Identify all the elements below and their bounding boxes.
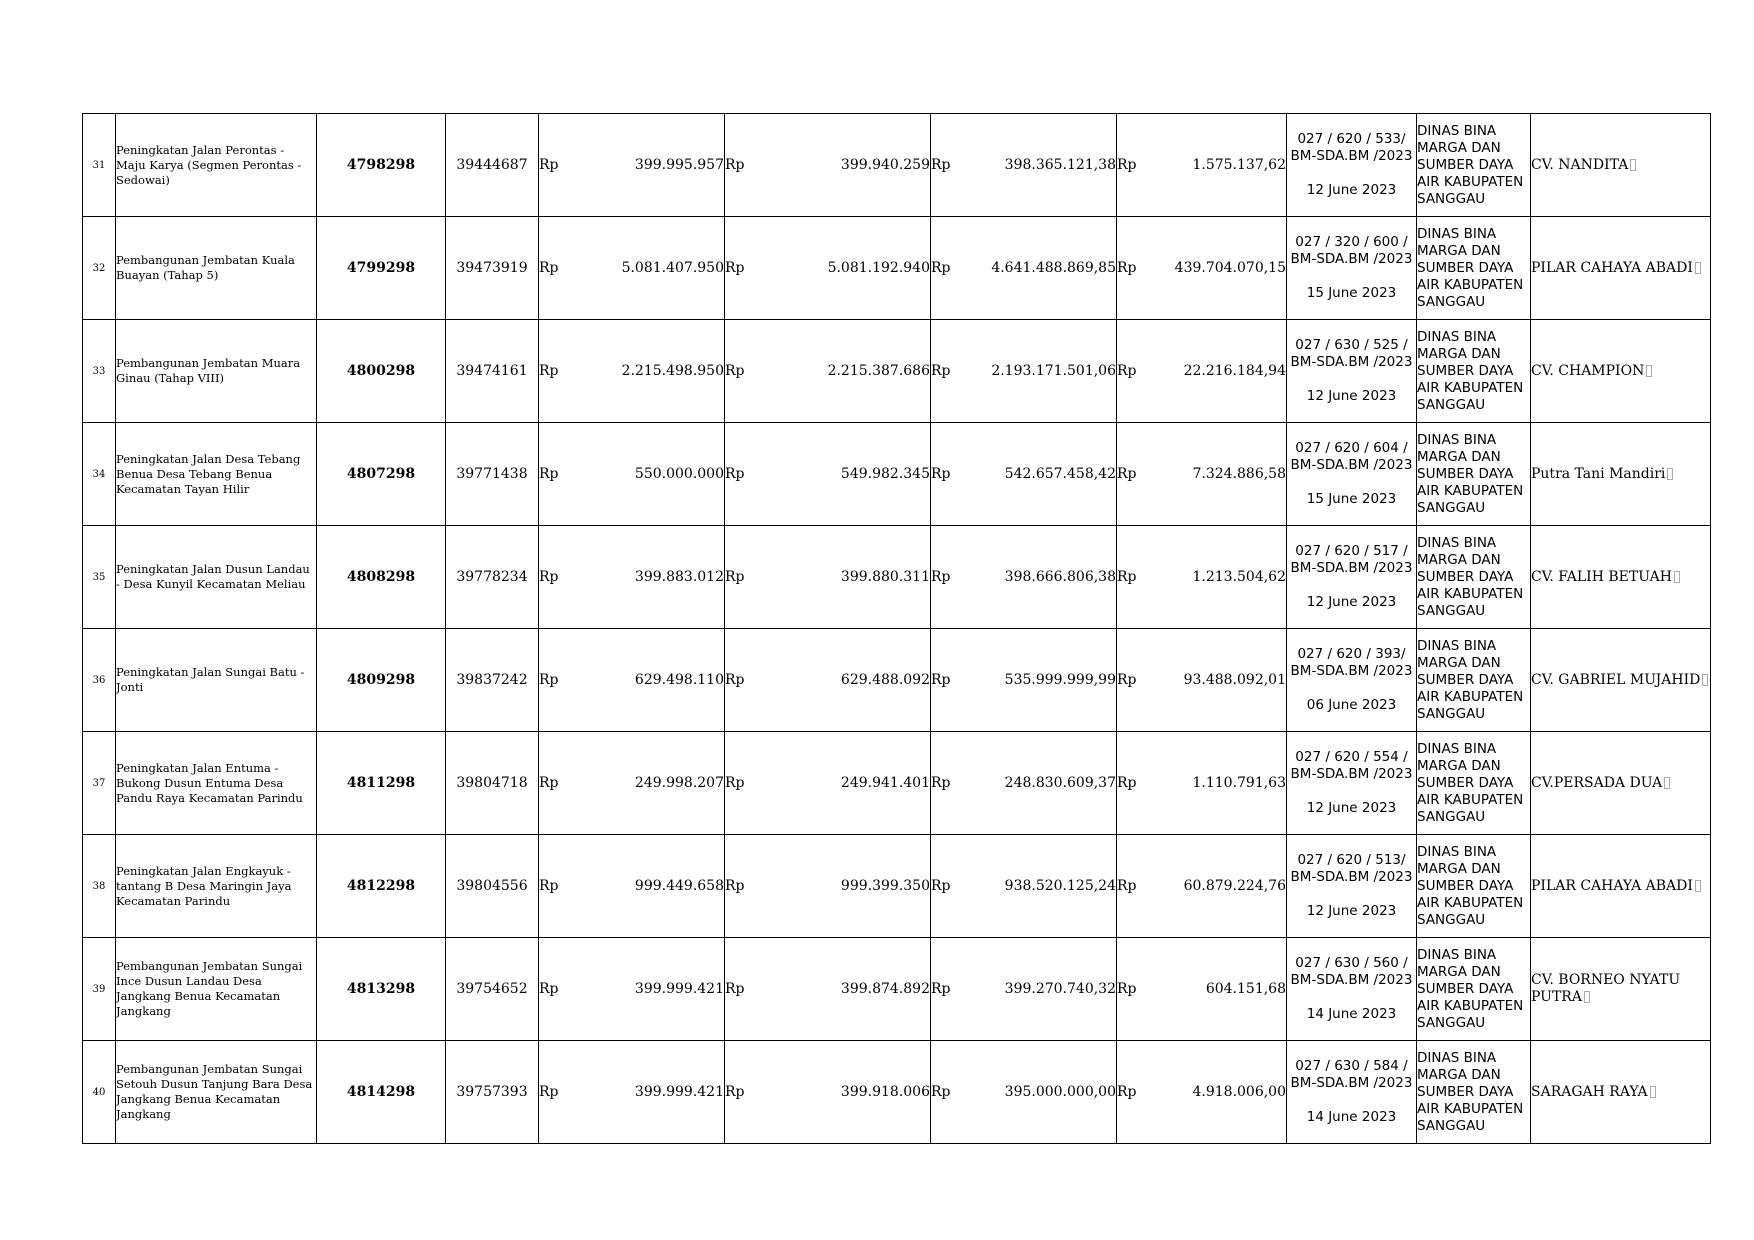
vendor-cell bbox=[1531, 1041, 1711, 1144]
difference-amount-cell bbox=[1117, 1041, 1287, 1144]
vendor-name: CV. NANDITA bbox=[1531, 156, 1629, 173]
vendor-cell bbox=[1531, 835, 1711, 938]
currency-label: Rp bbox=[931, 260, 951, 276]
vendor-name: CV. GABRIEL MUJAHID bbox=[1531, 671, 1701, 688]
pagu-amount-cell bbox=[539, 938, 725, 1041]
currency-label: Rp bbox=[725, 1084, 745, 1100]
difference-amount-cell bbox=[1117, 217, 1287, 320]
package-name: Peningkatan Jalan Dusun Landau - Desa Kunyil Kecamatan Meliau bbox=[116, 526, 317, 629]
contract-date: 12 June 2023 bbox=[1306, 903, 1397, 919]
difference-value: 1.110.791,63 bbox=[1192, 775, 1286, 791]
contract-number: 027 / 620 / 517 / BM-SDA.BM /2023 bbox=[1290, 543, 1413, 576]
package-code: 4808298 bbox=[317, 526, 446, 629]
vendor-name: Putra Tani Mandiri bbox=[1531, 465, 1666, 482]
row-number: 32 bbox=[83, 217, 116, 320]
vendor-cell bbox=[1531, 526, 1711, 629]
pagu-value: 399.883.012 bbox=[634, 569, 724, 585]
hps-amount-cell bbox=[725, 938, 931, 1041]
contract-number: 027 / 620 / 604 / BM-SDA.BM /2023 bbox=[1290, 440, 1413, 473]
currency-label: Rp bbox=[931, 775, 951, 791]
table-row bbox=[83, 114, 1711, 217]
difference-amount-cell bbox=[1117, 526, 1287, 629]
placeholder-glyph-icon bbox=[1702, 674, 1708, 686]
vendor-cell bbox=[1531, 114, 1711, 217]
contract-date: 15 June 2023 bbox=[1306, 285, 1397, 301]
table-row bbox=[83, 629, 1711, 732]
currency-label: Rp bbox=[1117, 775, 1137, 791]
difference-amount-cell bbox=[1117, 114, 1287, 217]
difference-value: 439.704.070,15 bbox=[1174, 260, 1286, 276]
difference-value: 7.324.886,58 bbox=[1192, 466, 1286, 482]
currency-label: Rp bbox=[539, 466, 559, 482]
package-code: 4812298 bbox=[317, 835, 446, 938]
department: DINAS BINA MARGA DAN SUMBER DAYA AIR KABUPATEN SANGGAU bbox=[1417, 1041, 1531, 1144]
contract-amount-cell bbox=[931, 320, 1117, 423]
difference-value: 4.918.006,00 bbox=[1192, 1084, 1286, 1100]
pagu-amount-cell bbox=[539, 114, 725, 217]
vendor-cell bbox=[1531, 629, 1711, 732]
package-id: 39474161 bbox=[446, 320, 539, 423]
department: DINAS BINA MARGA DAN SUMBER DAYA AIR KABUPATEN SANGGAU bbox=[1417, 217, 1531, 320]
contract-date: 06 June 2023 bbox=[1306, 697, 1397, 713]
table-row bbox=[83, 835, 1711, 938]
currency-label: Rp bbox=[931, 878, 951, 894]
contract-amount-cell bbox=[931, 835, 1117, 938]
package-code: 4814298 bbox=[317, 1041, 446, 1144]
difference-value: 604.151,68 bbox=[1205, 981, 1286, 997]
department: DINAS BINA MARGA DAN SUMBER DAYA AIR KABUPATEN SANGGAU bbox=[1417, 320, 1531, 423]
package-code: 4799298 bbox=[317, 217, 446, 320]
row-number: 38 bbox=[83, 835, 116, 938]
vendor-cell bbox=[1531, 938, 1711, 1041]
vendor-name: SARAGAH RAYA bbox=[1531, 1083, 1648, 1100]
currency-label: Rp bbox=[931, 466, 951, 482]
hps-amount-cell bbox=[725, 629, 931, 732]
contract-date: 12 June 2023 bbox=[1306, 182, 1397, 198]
contract-number: 027 / 630 / 560 / BM-SDA.BM /2023 bbox=[1290, 955, 1413, 988]
row-number: 39 bbox=[83, 938, 116, 1041]
table-row bbox=[83, 938, 1711, 1041]
pagu-value: 2.215.498.950 bbox=[621, 363, 724, 379]
hps-amount-cell bbox=[725, 320, 931, 423]
package-name: Peningkatan Jalan Perontas - Maju Karya (Segmen Perontas - Sedowai) bbox=[116, 114, 317, 217]
currency-label: Rp bbox=[931, 1084, 951, 1100]
contract-number-cell bbox=[1287, 217, 1417, 320]
pagu-amount-cell bbox=[539, 732, 725, 835]
hps-value: 999.399.350 bbox=[840, 878, 930, 894]
contract-number: 027 / 620 / 393/ BM-SDA.BM /2023 bbox=[1290, 646, 1413, 679]
row-number: 36 bbox=[83, 629, 116, 732]
contract-value: 395.000.000,00 bbox=[1004, 1084, 1116, 1100]
contract-value: 398.365.121,38 bbox=[1004, 157, 1116, 173]
row-number: 37 bbox=[83, 732, 116, 835]
contract-value: 248.830.609,37 bbox=[1004, 775, 1116, 791]
currency-label: Rp bbox=[539, 157, 559, 173]
currency-label: Rp bbox=[1117, 878, 1137, 894]
contract-date: 12 June 2023 bbox=[1306, 800, 1397, 816]
row-number: 40 bbox=[83, 1041, 116, 1144]
currency-label: Rp bbox=[1117, 569, 1137, 585]
currency-label: Rp bbox=[725, 775, 745, 791]
hps-amount-cell bbox=[725, 732, 931, 835]
difference-value: 93.488.092,01 bbox=[1183, 672, 1286, 688]
package-id: 39804718 bbox=[446, 732, 539, 835]
package-id: 39754652 bbox=[446, 938, 539, 1041]
department: DINAS BINA MARGA DAN SUMBER DAYA AIR KABUPATEN SANGGAU bbox=[1417, 732, 1531, 835]
contract-date: 14 June 2023 bbox=[1306, 1006, 1397, 1022]
contract-value: 4.641.488.869,85 bbox=[991, 260, 1116, 276]
difference-amount-cell bbox=[1117, 732, 1287, 835]
placeholder-glyph-icon bbox=[1695, 262, 1701, 274]
contract-amount-cell bbox=[931, 423, 1117, 526]
package-name: Peningkatan Jalan Desa Tebang Benua Desa Tebang Benua Kecamatan Tayan Hilir bbox=[116, 423, 317, 526]
currency-label: Rp bbox=[539, 260, 559, 276]
package-name: Pembangunan Jembatan Muara Ginau (Tahap VIII) bbox=[116, 320, 317, 423]
department: DINAS BINA MARGA DAN SUMBER DAYA AIR KABUPATEN SANGGAU bbox=[1417, 835, 1531, 938]
difference-amount-cell bbox=[1117, 423, 1287, 526]
currency-label: Rp bbox=[1117, 466, 1137, 482]
hps-value: 5.081.192.940 bbox=[827, 260, 930, 276]
contract-number: 027 / 620 / 513/ BM-SDA.BM /2023 bbox=[1290, 852, 1413, 885]
currency-label: Rp bbox=[539, 1084, 559, 1100]
contract-date: 12 June 2023 bbox=[1306, 594, 1397, 610]
contract-value: 938.520.125,24 bbox=[1004, 878, 1116, 894]
currency-label: Rp bbox=[931, 672, 951, 688]
hps-value: 629.488.092 bbox=[840, 672, 930, 688]
currency-label: Rp bbox=[725, 878, 745, 894]
package-id: 39837242 bbox=[446, 629, 539, 732]
currency-label: Rp bbox=[725, 672, 745, 688]
package-id: 39804556 bbox=[446, 835, 539, 938]
contract-amount-cell bbox=[931, 114, 1117, 217]
package-code: 4798298 bbox=[317, 114, 446, 217]
package-code: 4813298 bbox=[317, 938, 446, 1041]
currency-label: Rp bbox=[931, 363, 951, 379]
department: DINAS BINA MARGA DAN SUMBER DAYA AIR KABUPATEN SANGGAU bbox=[1417, 114, 1531, 217]
contract-number-cell bbox=[1287, 1041, 1417, 1144]
contract-number: 027 / 620 / 554 / BM-SDA.BM /2023 bbox=[1290, 749, 1413, 782]
contract-number: 027 / 630 / 525 / BM-SDA.BM /2023 bbox=[1290, 337, 1413, 370]
vendor-cell bbox=[1531, 217, 1711, 320]
difference-amount-cell bbox=[1117, 320, 1287, 423]
contract-number-cell bbox=[1287, 629, 1417, 732]
vendor-cell bbox=[1531, 423, 1711, 526]
contract-number-cell bbox=[1287, 835, 1417, 938]
contract-number: 027 / 620 / 533/ BM-SDA.BM /2023 bbox=[1290, 131, 1413, 164]
contract-number-cell bbox=[1287, 114, 1417, 217]
table-row bbox=[83, 217, 1711, 320]
currency-label: Rp bbox=[725, 569, 745, 585]
currency-label: Rp bbox=[539, 569, 559, 585]
contract-date: 15 June 2023 bbox=[1306, 491, 1397, 507]
package-id: 39473919 bbox=[446, 217, 539, 320]
department: DINAS BINA MARGA DAN SUMBER DAYA AIR KABUPATEN SANGGAU bbox=[1417, 938, 1531, 1041]
hps-amount-cell bbox=[725, 423, 931, 526]
currency-label: Rp bbox=[931, 569, 951, 585]
currency-label: Rp bbox=[725, 363, 745, 379]
currency-label: Rp bbox=[1117, 363, 1137, 379]
currency-label: Rp bbox=[539, 775, 559, 791]
package-name: Peningkatan Jalan Engkayuk - tantang B Desa Maringin Jaya Kecamatan Parindu bbox=[116, 835, 317, 938]
table-row bbox=[83, 732, 1711, 835]
contract-date: 12 June 2023 bbox=[1306, 388, 1397, 404]
pagu-amount-cell bbox=[539, 320, 725, 423]
currency-label: Rp bbox=[725, 260, 745, 276]
contract-number-cell bbox=[1287, 938, 1417, 1041]
package-name: Pembangunan Jembatan Sungai Ince Dusun Landau Desa Jangkang Benua Kecamatan Jangkang bbox=[116, 938, 317, 1041]
contract-amount-cell bbox=[931, 938, 1117, 1041]
hps-value: 549.982.345 bbox=[840, 466, 930, 482]
vendor-cell bbox=[1531, 320, 1711, 423]
contract-value: 535.999.999,99 bbox=[1004, 672, 1116, 688]
placeholder-glyph-icon bbox=[1674, 571, 1680, 583]
contract-amount-cell bbox=[931, 526, 1117, 629]
difference-value: 1.213.504,62 bbox=[1192, 569, 1286, 585]
package-name: Peningkatan Jalan Sungai Batu - Jonti bbox=[116, 629, 317, 732]
table-row bbox=[83, 1041, 1711, 1144]
currency-label: Rp bbox=[1117, 1084, 1137, 1100]
currency-label: Rp bbox=[1117, 672, 1137, 688]
row-number: 35 bbox=[83, 526, 116, 629]
contract-amount-cell bbox=[931, 1041, 1117, 1144]
pagu-value: 629.498.110 bbox=[634, 672, 724, 688]
contract-amount-cell bbox=[931, 217, 1117, 320]
contract-number-cell bbox=[1287, 320, 1417, 423]
contract-number: 027 / 320 / 600 / BM-SDA.BM /2023 bbox=[1290, 234, 1413, 267]
difference-amount-cell bbox=[1117, 938, 1287, 1041]
pagu-amount-cell bbox=[539, 217, 725, 320]
hps-amount-cell bbox=[725, 114, 931, 217]
currency-label: Rp bbox=[1117, 981, 1137, 997]
contract-number-cell bbox=[1287, 423, 1417, 526]
package-id: 39771438 bbox=[446, 423, 539, 526]
pagu-value: 550.000.000 bbox=[634, 466, 724, 482]
currency-label: Rp bbox=[539, 878, 559, 894]
package-name: Pembangunan Jembatan Sungai Setouh Dusun Tanjung Bara Desa Jangkang Benua Kecamatan Jangkang bbox=[116, 1041, 317, 1144]
contract-number-cell bbox=[1287, 526, 1417, 629]
hps-value: 2.215.387.686 bbox=[827, 363, 930, 379]
placeholder-glyph-icon bbox=[1664, 777, 1670, 789]
package-code: 4807298 bbox=[317, 423, 446, 526]
contract-amount-cell bbox=[931, 629, 1117, 732]
contract-number: 027 / 630 / 584 / BM-SDA.BM /2023 bbox=[1290, 1058, 1413, 1091]
pagu-value: 399.999.421 bbox=[634, 1084, 724, 1100]
hps-value: 399.918.006 bbox=[840, 1084, 930, 1100]
row-number: 34 bbox=[83, 423, 116, 526]
department: DINAS BINA MARGA DAN SUMBER DAYA AIR KABUPATEN SANGGAU bbox=[1417, 629, 1531, 732]
contract-value: 399.270.740,32 bbox=[1004, 981, 1116, 997]
currency-label: Rp bbox=[725, 466, 745, 482]
placeholder-glyph-icon bbox=[1650, 1086, 1656, 1098]
placeholder-glyph-icon bbox=[1667, 468, 1673, 480]
placeholder-glyph-icon bbox=[1695, 880, 1701, 892]
pagu-value: 249.998.207 bbox=[634, 775, 724, 791]
difference-value: 60.879.224,76 bbox=[1183, 878, 1286, 894]
hps-value: 399.874.892 bbox=[840, 981, 930, 997]
pagu-value: 5.081.407.950 bbox=[621, 260, 724, 276]
currency-label: Rp bbox=[539, 363, 559, 379]
department: DINAS BINA MARGA DAN SUMBER DAYA AIR KABUPATEN SANGGAU bbox=[1417, 526, 1531, 629]
currency-label: Rp bbox=[539, 672, 559, 688]
row-number: 31 bbox=[83, 114, 116, 217]
hps-amount-cell bbox=[725, 526, 931, 629]
vendor-name: CV. CHAMPION bbox=[1531, 362, 1645, 379]
currency-label: Rp bbox=[1117, 157, 1137, 173]
row-number: 33 bbox=[83, 320, 116, 423]
vendor-name: PILAR CAHAYA ABADI bbox=[1531, 259, 1693, 276]
placeholder-glyph-icon bbox=[1630, 159, 1636, 171]
currency-label: Rp bbox=[1117, 260, 1137, 276]
placeholder-glyph-icon bbox=[1584, 991, 1590, 1003]
difference-amount-cell bbox=[1117, 835, 1287, 938]
contract-value: 2.193.171.501,06 bbox=[991, 363, 1116, 379]
package-code: 4811298 bbox=[317, 732, 446, 835]
contract-date: 14 June 2023 bbox=[1306, 1109, 1397, 1125]
vendor-cell bbox=[1531, 732, 1711, 835]
procurement-table bbox=[82, 113, 1711, 1144]
pagu-amount-cell bbox=[539, 629, 725, 732]
hps-amount-cell bbox=[725, 835, 931, 938]
contract-amount-cell bbox=[931, 732, 1117, 835]
package-code: 4809298 bbox=[317, 629, 446, 732]
hps-value: 399.880.311 bbox=[840, 569, 930, 585]
difference-value: 22.216.184,94 bbox=[1183, 363, 1286, 379]
hps-value: 399.940.259 bbox=[840, 157, 930, 173]
contract-number-cell bbox=[1287, 732, 1417, 835]
package-id: 39778234 bbox=[446, 526, 539, 629]
table-row bbox=[83, 320, 1711, 423]
pagu-amount-cell bbox=[539, 526, 725, 629]
placeholder-glyph-icon bbox=[1646, 365, 1652, 377]
difference-amount-cell bbox=[1117, 629, 1287, 732]
package-name: Peningkatan Jalan Entuma - Bukong Dusun Entuma Desa Pandu Raya Kecamatan Parindu bbox=[116, 732, 317, 835]
contract-value: 542.657.458,42 bbox=[1004, 466, 1116, 482]
package-id: 39757393 bbox=[446, 1041, 539, 1144]
vendor-name: CV.PERSADA DUA bbox=[1531, 774, 1663, 791]
vendor-name: CV. FALIH BETUAH bbox=[1531, 568, 1672, 585]
table-body bbox=[83, 114, 1711, 1144]
currency-label: Rp bbox=[931, 157, 951, 173]
contract-value: 398.666.806,38 bbox=[1004, 569, 1116, 585]
department: DINAS BINA MARGA DAN SUMBER DAYA AIR KABUPATEN SANGGAU bbox=[1417, 423, 1531, 526]
table-row bbox=[83, 423, 1711, 526]
pagu-amount-cell bbox=[539, 1041, 725, 1144]
vendor-name: PILAR CAHAYA ABADI bbox=[1531, 877, 1693, 894]
currency-label: Rp bbox=[725, 981, 745, 997]
pagu-value: 399.999.421 bbox=[634, 981, 724, 997]
pagu-amount-cell bbox=[539, 423, 725, 526]
pagu-value: 399.995.957 bbox=[634, 157, 724, 173]
currency-label: Rp bbox=[931, 981, 951, 997]
hps-value: 249.941.401 bbox=[840, 775, 930, 791]
package-code: 4800298 bbox=[317, 320, 446, 423]
vendor-name: CV. BORNEO NYATU PUTRA bbox=[1531, 972, 1681, 1005]
currency-label: Rp bbox=[725, 157, 745, 173]
currency-label: Rp bbox=[539, 981, 559, 997]
pagu-value: 999.449.658 bbox=[634, 878, 724, 894]
package-name: Pembangunan Jembatan Kuala Buayan (Tahap 5) bbox=[116, 217, 317, 320]
hps-amount-cell bbox=[725, 217, 931, 320]
table-row bbox=[83, 526, 1711, 629]
pagu-amount-cell bbox=[539, 835, 725, 938]
package-id: 39444687 bbox=[446, 114, 539, 217]
hps-amount-cell bbox=[725, 1041, 931, 1144]
difference-value: 1.575.137,62 bbox=[1192, 157, 1286, 173]
